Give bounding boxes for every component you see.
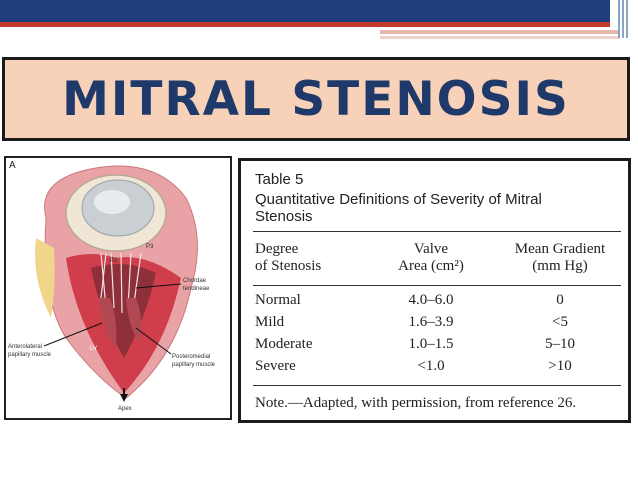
- top-accent-line: [380, 30, 620, 34]
- label-p2: P2: [110, 258, 118, 264]
- top-accent-stripe: [0, 22, 610, 27]
- label-apex: Apex: [118, 406, 132, 412]
- row-severe-degree: Severe: [255, 358, 296, 374]
- label-chordae-1: Chordae: [183, 278, 207, 284]
- header-degree-line-2: of Stenosis: [255, 258, 322, 274]
- decorative-vertical-line: [626, 0, 628, 38]
- header-area-line-1: Valve: [413, 241, 449, 257]
- label-anterolateral-1: Anterolateral: [8, 344, 43, 350]
- label-lv: LV: [90, 346, 97, 352]
- table-caption-line-1: Quantitative Definitions of Severity of Mitral: [255, 191, 542, 208]
- label-chordae-2: tendineae: [183, 286, 210, 292]
- valve-highlight: [94, 190, 130, 214]
- header-gradient: [501, 241, 619, 275]
- table-top-rule: [253, 231, 621, 232]
- row-normal-area: 4.0–6.0: [408, 292, 454, 308]
- slide-title: MITRAL STENOSIS: [62, 71, 570, 127]
- decorative-vertical-line: [618, 0, 620, 38]
- label-anterolateral-2: papillary muscle: [8, 352, 52, 358]
- label-posteromedial-2: papillary muscle: [172, 362, 216, 368]
- mitral-valve-illustration: [4, 156, 232, 420]
- severity-table: [238, 158, 631, 423]
- table-caption-line-2: Stenosis: [255, 208, 313, 225]
- header-gradient-line-1: Mean Gradient: [514, 241, 606, 257]
- decorative-vertical-line: [622, 0, 624, 38]
- row-mild-gradient: <5: [552, 314, 568, 330]
- top-header-bar: [0, 0, 610, 22]
- header-degree: [255, 241, 321, 275]
- header-degree-line-1: Degree: [255, 241, 299, 257]
- table-caption: [255, 191, 625, 225]
- row-moderate-gradient: 5–10: [545, 336, 575, 352]
- row-severe-gradient: >10: [548, 358, 572, 374]
- row-moderate-area: 1.0–1.5: [408, 336, 454, 352]
- row-mild-degree: Mild: [255, 314, 285, 330]
- fat-layer: [35, 238, 55, 318]
- table-note: Note.—Adapted, with permission, from reference 26.: [255, 395, 577, 411]
- row-mild-area: 1.6–3.9: [408, 314, 454, 330]
- header-gradient-line-2: (mm Hg): [532, 258, 588, 274]
- heart-diagram: [6, 158, 230, 418]
- table-header-rule: [253, 285, 621, 286]
- row-normal-degree: Normal: [255, 292, 301, 308]
- title-banner: [2, 57, 630, 141]
- row-normal-gradient: 0: [556, 292, 564, 308]
- figure-panel-letter: A: [9, 160, 16, 171]
- header-area: [381, 241, 481, 275]
- header-area-line-2: Area (cm²): [398, 258, 464, 274]
- table-bottom-rule: [253, 385, 621, 386]
- row-moderate-degree: Moderate: [255, 336, 313, 352]
- table-label: Table 5: [255, 171, 304, 188]
- top-accent-line-secondary: [380, 36, 620, 39]
- row-severe-area: <1.0: [417, 358, 445, 374]
- label-p3: P3: [146, 244, 154, 250]
- label-posteromedial-1: Posteromedial: [172, 354, 211, 360]
